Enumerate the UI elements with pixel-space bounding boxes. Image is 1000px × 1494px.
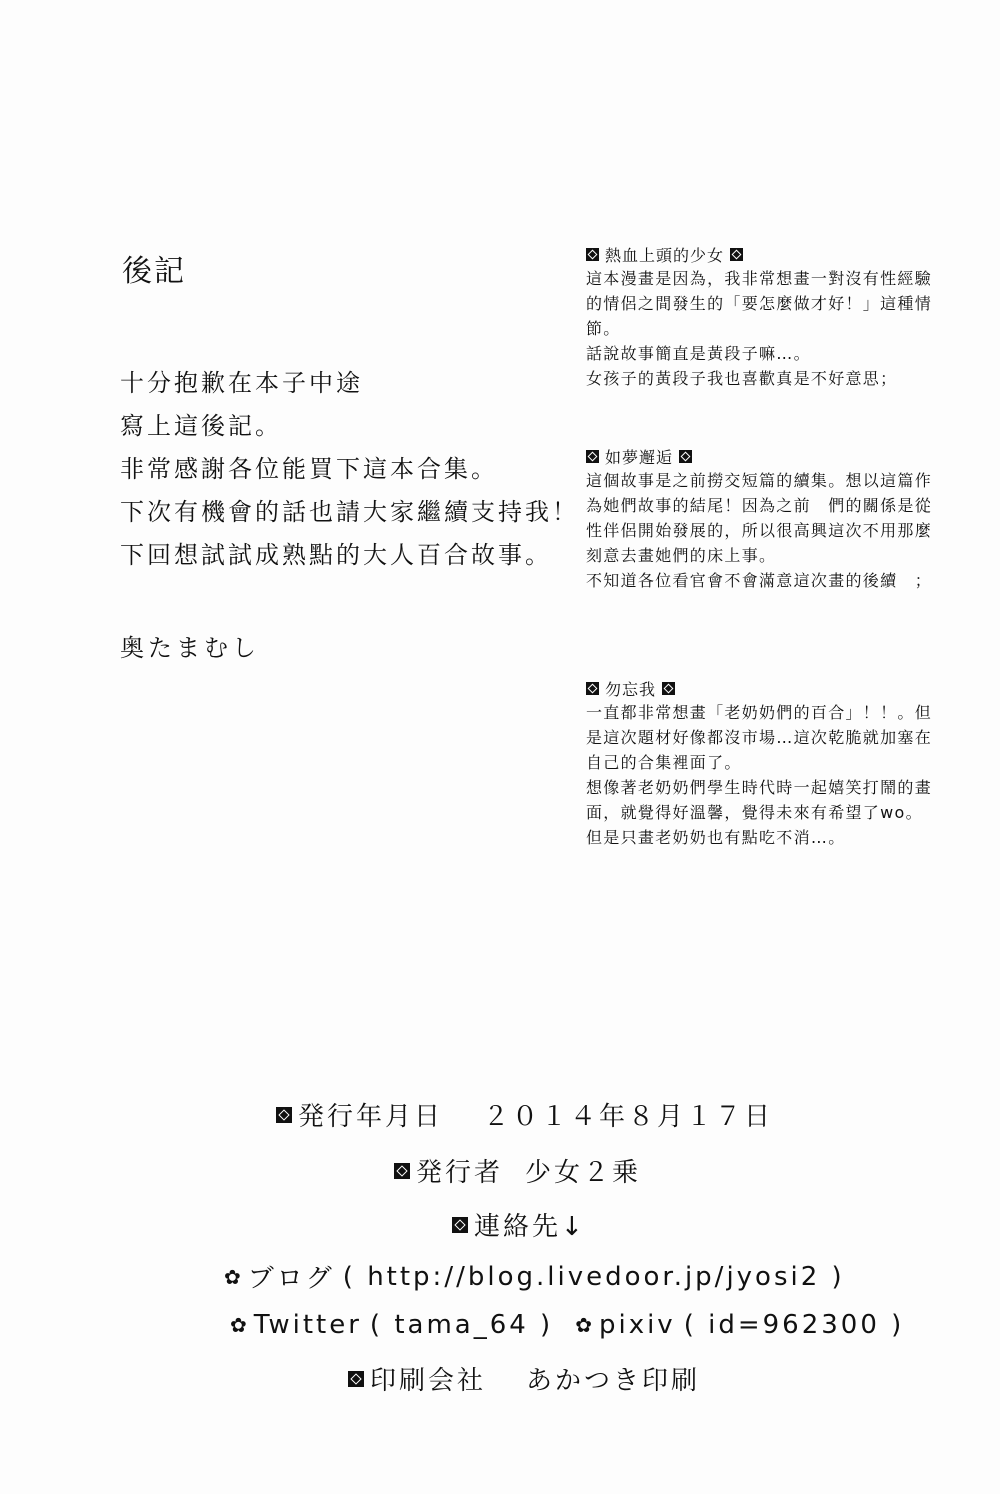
contact-row: [452, 1206, 586, 1243]
afterword-body: [120, 362, 579, 577]
blog-link[interactable]: ( http://blog.livedoor.jp/jyosi2 ): [342, 1261, 845, 1292]
star-icon: ✿: [575, 1313, 595, 1337]
blog-row: [224, 1258, 845, 1295]
star-icon: ✿: [230, 1313, 250, 1337]
note-line: 不知道各位看官會不會滿意這次畫的後續 ；: [586, 571, 933, 590]
note-line: 為她們故事的結尾！因為之前 們的關係是從: [586, 496, 933, 515]
story-note-2: [586, 444, 971, 593]
twitter-label: Twitter: [253, 1310, 362, 1340]
twitter-handle[interactable]: ( tama_64 ): [369, 1310, 554, 1340]
afterword-line: 非常感謝各位能買下這本合集。: [120, 455, 498, 483]
publish-date-row: [276, 1096, 773, 1133]
publish-date-label: 発行年月日: [298, 1102, 444, 1132]
afterword-line: 下回想試試成熟點的大人百合故事。: [120, 541, 552, 569]
note-line: 這個故事是之前撈交短篇的續集。想以這篇作: [586, 471, 933, 490]
note-line: 的情侶之間發生的「要怎麼做才好！」這種情: [586, 294, 933, 313]
afterword-line: 下次有機會的話也請大家繼續支持我！: [120, 498, 579, 526]
pixiv-label: pixiv: [598, 1310, 676, 1340]
box-bullet-icon: [730, 248, 743, 261]
printer-label: 印刷会社: [370, 1366, 487, 1396]
note-line: 一直都非常想畫「老奶奶們的百合」！！。但: [586, 703, 933, 722]
box-bullet-icon: [586, 450, 599, 463]
note-line: 女孩子的黃段子我也喜歡真是不好意思；: [586, 369, 898, 388]
box-bullet-icon: [348, 1371, 364, 1387]
box-bullet-icon: [586, 248, 599, 261]
box-bullet-icon: [679, 450, 692, 463]
story-note-1: [586, 242, 971, 391]
box-bullet-icon: [662, 682, 675, 695]
note-line: 刻意去畫她們的床上事。: [586, 546, 777, 565]
note-line: 自己的合集裡面了。: [586, 753, 742, 772]
box-bullet-icon: [586, 682, 599, 695]
note-title: 勿忘我: [605, 679, 657, 699]
printer-value: あかつき印刷: [526, 1366, 701, 1396]
publish-date-value: ２０１４年８月１７日: [483, 1102, 774, 1132]
afterword-line: 十分抱歉在本子中途: [120, 369, 363, 397]
afterword-title: 後記: [122, 254, 186, 289]
note-line: 節。: [586, 319, 621, 338]
box-bullet-icon: [394, 1163, 410, 1179]
box-bullet-icon: [452, 1217, 468, 1233]
note-heading: [586, 444, 971, 468]
note-title: 如夢邂逅: [605, 447, 674, 467]
note-line: 想像著老奶奶們學生時代時一起嬉笑打鬧的畫: [586, 778, 933, 797]
star-icon: ✿: [224, 1264, 244, 1289]
blog-label: ブログ: [247, 1264, 335, 1294]
pixiv-id[interactable]: ( id=962300 ): [683, 1310, 905, 1340]
note-title: 熱血上頭的少女: [605, 245, 725, 265]
publisher-label: 発行者: [416, 1158, 504, 1188]
note-heading: [586, 242, 971, 266]
note-line: 性伴侶開始發展的，所以很高興這次不用那麼: [586, 521, 933, 540]
publisher-row: [394, 1152, 641, 1189]
note-line: 話說故事簡直是黃段子嘛…。: [586, 344, 811, 363]
note-line: 這本漫畫是因為，我非常想畫一對沒有性經驗: [586, 269, 933, 288]
afterword-line: 寫上這後記。: [120, 412, 282, 440]
story-note-3: [586, 676, 971, 850]
box-bullet-icon: [276, 1107, 292, 1123]
social-row: [230, 1310, 904, 1340]
note-line: 但是只畫老奶奶也有點吃不消…。: [586, 828, 846, 847]
author-signature: 奥たまむし: [120, 634, 260, 662]
note-heading: [586, 676, 971, 700]
note-line: 面，就覺得好溫馨，覺得未來有希望了wo。: [586, 803, 923, 822]
contact-label: 連絡先↓: [474, 1212, 586, 1242]
note-line: 是這次題材好像都沒市場…這次乾脆就加塞在: [586, 728, 933, 747]
publisher-value: 少女２乗: [525, 1158, 642, 1188]
printer-row: [348, 1360, 700, 1397]
